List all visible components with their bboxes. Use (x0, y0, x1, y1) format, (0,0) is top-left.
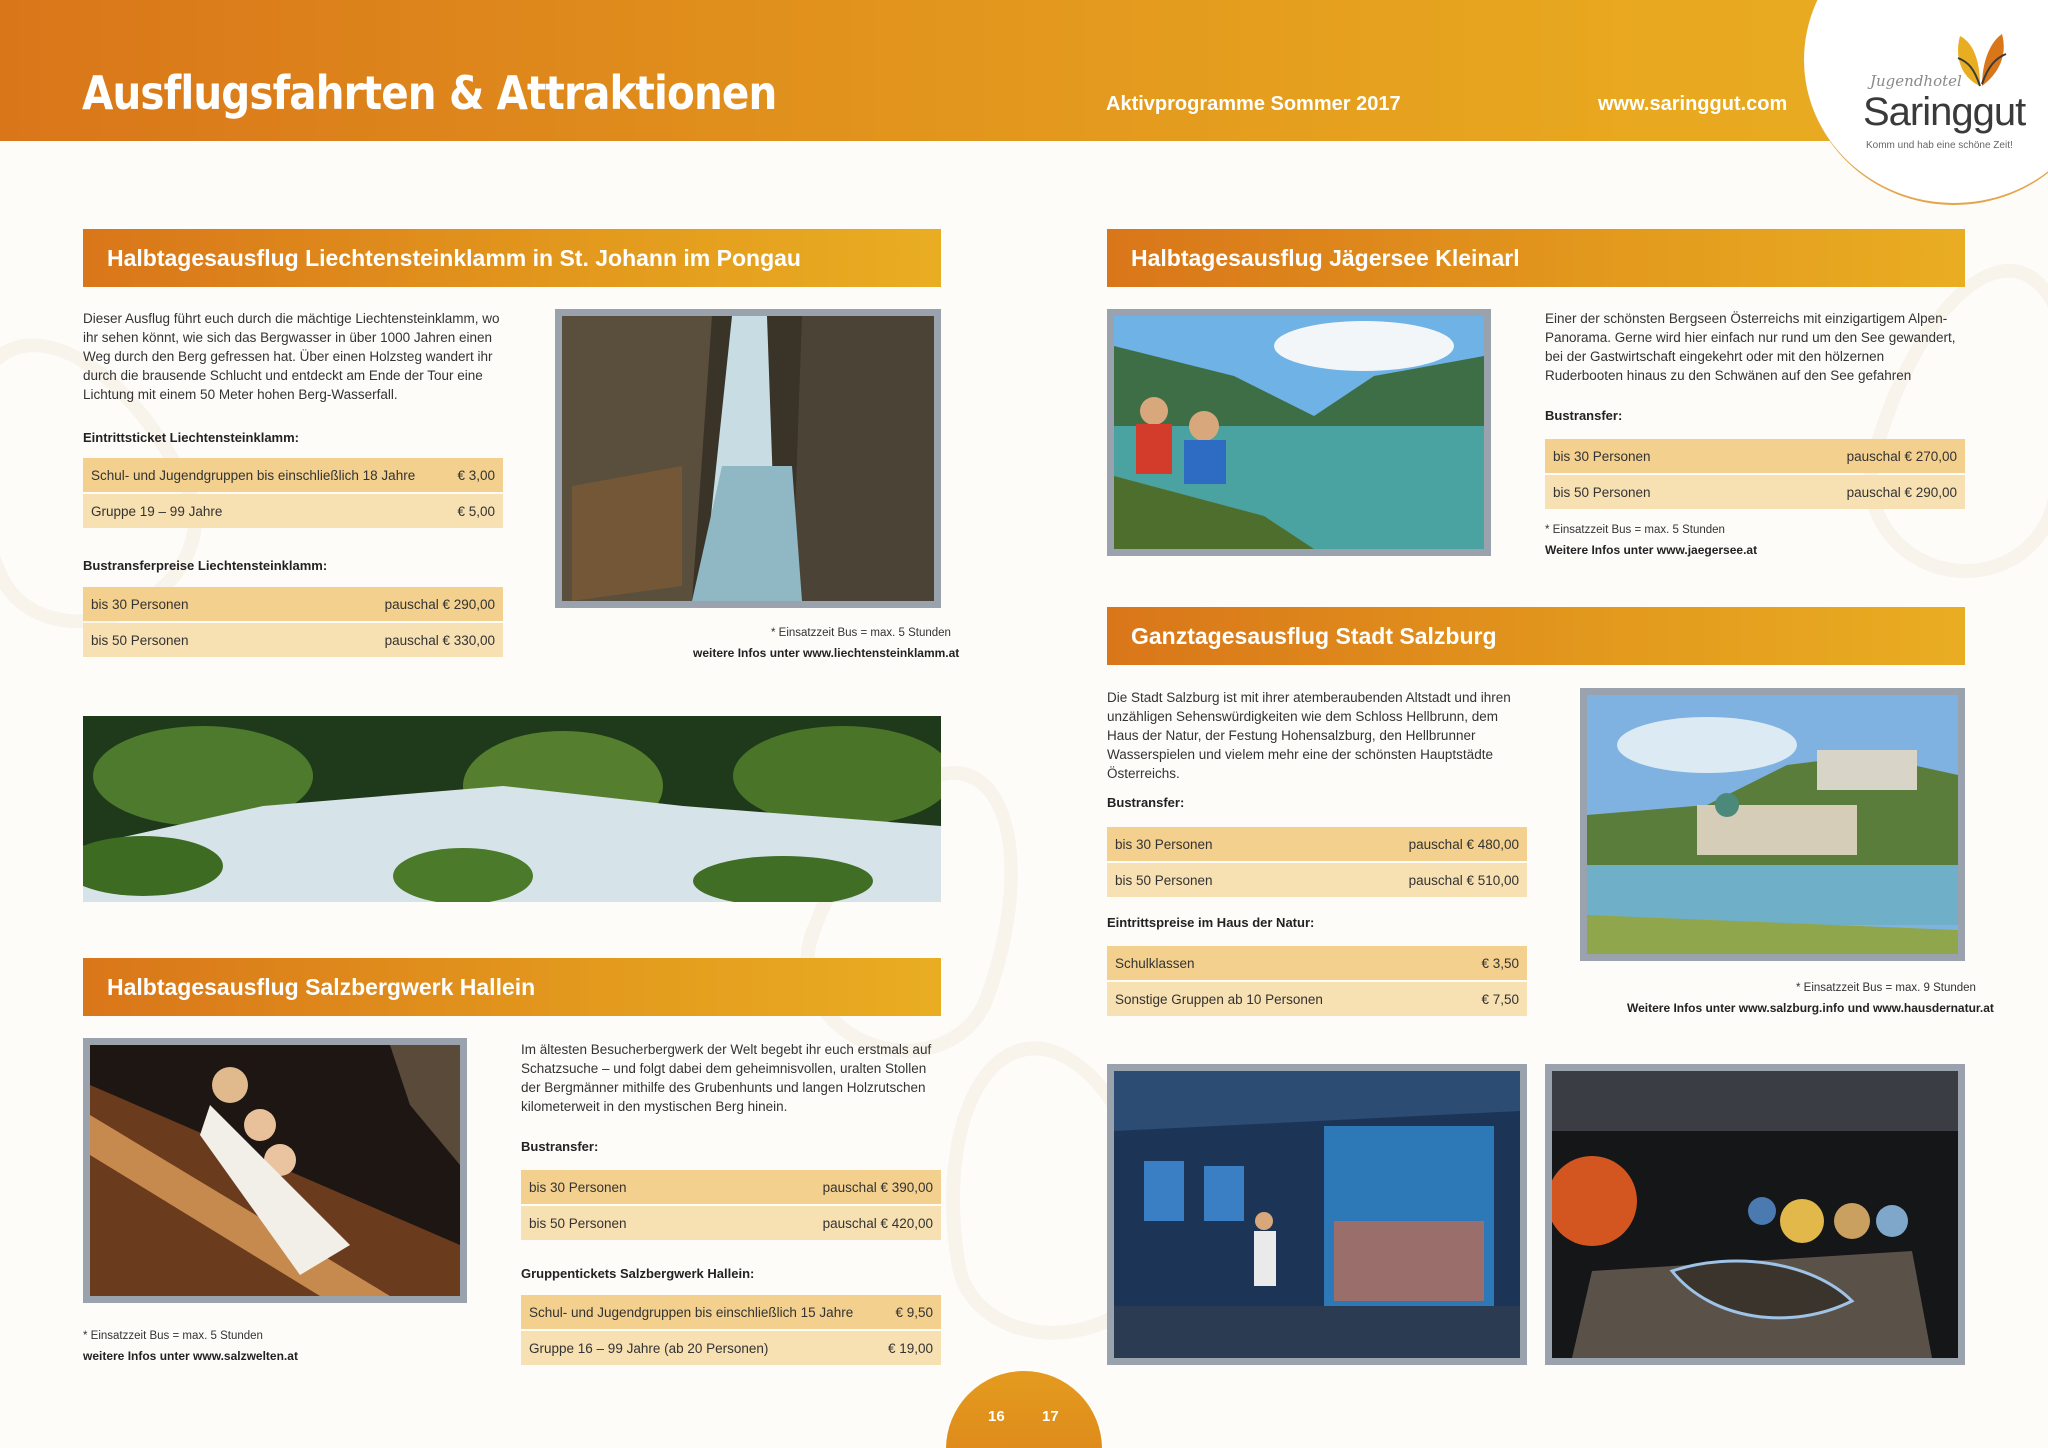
section-header-hallein (83, 958, 941, 1016)
section-header-liechtensteinklamm (83, 229, 941, 287)
bus-label: Bustransferpreise Liechtensteinklamm: (83, 558, 328, 573)
watermark-petal (1842, 240, 2048, 601)
row-name: bis 30 Personen (1553, 448, 1651, 464)
section-title: Halbtagesausflug Jägersee Kleinarl (1131, 245, 1520, 271)
logo-wordmark: Saringgut (1863, 90, 2026, 134)
section-title: Halbtagesausflug Salzbergwerk Hallein (107, 974, 536, 1000)
table-row (1107, 863, 1527, 897)
waterfall-panorama-photo (83, 716, 941, 902)
row-name: bis 50 Personen (91, 632, 189, 648)
table-row (521, 1331, 941, 1365)
row-name: bis 50 Personen (1115, 872, 1213, 888)
section-text: Im ältesten Besucherbergwerk der Welt begebt ihr euch erstmals auf Schatzsuche – und folgt dabei dem geheimnisvollen, uralten Stollen der Bergmänner mithilfe des Grubenhunts und langen Holzrutschen kilometerweit in den mystischen Berg hinein. (521, 1042, 932, 1114)
section-header-jaegersee (1107, 229, 1965, 287)
section-text: Dieser Ausflug führt euch durch die mächtige Liechtensteinklamm, wo ihr sehen könnt, wie sich das Bergwasser in über 1000 Jahren einen Weg durch den Berg gefressen hat. Über einen Holzsteg wandert ihr durch die brausende Schlucht und entdeckt am Ende der Tour eine Lichtung mit einem 50 Meter hohen Berg-Wasserfall. (83, 311, 500, 402)
section-title: Ganztagesausflug Stadt Salzburg (1131, 623, 1497, 649)
row-price: € 3,50 (1481, 955, 1519, 971)
page-title: Ausflugsfahrten & Attraktionen (82, 66, 777, 120)
bus-price-table (83, 587, 503, 659)
row-price: pauschal € 510,00 (1408, 872, 1519, 888)
aquarium-photo (1107, 1064, 1527, 1365)
page-subtitle: Aktivprogramme Sommer 2017 (1106, 93, 1401, 115)
row-name: bis 30 Personen (91, 596, 189, 612)
row-name: Sonstige Gruppen ab 10 Personen (1115, 991, 1323, 1007)
page-number-badge (946, 1371, 1102, 1448)
row-name: bis 50 Personen (1553, 484, 1651, 500)
space-exhibit-photo (1545, 1064, 1965, 1365)
table-row (1545, 439, 1965, 473)
bus-note: * Einsatzzeit Bus = max. 9 Stunden (1796, 982, 1976, 994)
bus-note: * Einsatzzeit Bus = max. 5 Stunden (83, 1330, 263, 1342)
row-price: pauschal € 290,00 (384, 596, 495, 612)
row-price: € 7,50 (1481, 991, 1519, 1007)
bus-note: * Einsatzzeit Bus = max. 5 Stunden (1545, 524, 1725, 536)
row-price: pauschal € 480,00 (1408, 836, 1519, 852)
lake-photo (1107, 309, 1491, 556)
row-name: bis 30 Personen (1115, 836, 1213, 852)
ticket-price-table (521, 1295, 941, 1367)
bus-price-table (521, 1170, 941, 1242)
table-row (83, 587, 503, 621)
row-price: pauschal € 390,00 (822, 1179, 933, 1195)
ticket-label: Eintrittspreise im Haus der Natur: (1107, 915, 1315, 930)
table-row (1107, 946, 1527, 980)
table-row (1107, 982, 1527, 1016)
info-link[interactable]: Weitere Infos unter www.salzburg.info und www.hausdernatur.at (1627, 1001, 1994, 1015)
row-price: pauschal € 290,00 (1846, 484, 1957, 500)
table-row (521, 1295, 941, 1329)
section-text: Die Stadt Salzburg ist mit ihrer atemberaubenden Altstadt und ihren unzähligen Sehenswürdigkeiten wie dem Schloss Hellbrunn, dem Haus der Natur, der Festung Hohensalzburg, den Hellbrunner Wasserspielen und vielem mehr eine der schönsten Hauptstädte Österreichs. (1107, 690, 1511, 781)
logo-tagline: Komm und hab eine schöne Zeit! (1866, 140, 2013, 151)
section-text: Einer der schönsten Bergseen Österreichs mit einzigartigem Alpen-Panorama. Gerne wird hier einfach nur rund um den See gewandert, bei der Gastwirtschaft eingekehrt oder mit den hölzernen Ruderbooten hinaus zu den Schwänen auf den See gefahren (1545, 311, 1956, 383)
table-row (521, 1170, 941, 1204)
logo-small-text: Jugendhotel (1870, 72, 1962, 90)
row-price: pauschal € 420,00 (822, 1215, 933, 1231)
ticket-price-table (1107, 946, 1527, 1018)
saringgut-logo (1804, 0, 2048, 205)
bus-price-table (1107, 827, 1527, 899)
info-link[interactable]: weitere Infos unter www.liechtensteinklamm.at (693, 646, 960, 660)
row-name: Schulklassen (1115, 955, 1195, 971)
salzburg-city-photo (1580, 688, 1965, 961)
info-link[interactable]: Weitere Infos unter www.jaegersee.at (1545, 543, 1758, 557)
table-row (1107, 827, 1527, 861)
row-name: Schul- und Jugendgruppen bis einschließlich 18 Jahre (91, 467, 416, 483)
bus-price-table (1545, 439, 1965, 511)
ticket-label: Eintrittsticket Liechtensteinklamm: (83, 430, 299, 445)
row-name: Gruppe 19 – 99 Jahre (91, 503, 223, 519)
table-row (521, 1206, 941, 1240)
row-price: € 3,00 (457, 467, 495, 483)
bus-label: Bustransfer: (1545, 408, 1623, 423)
row-price: € 9,50 (895, 1304, 933, 1320)
row-name: Gruppe 16 – 99 Jahre (ab 20 Personen) (529, 1340, 769, 1356)
row-price: pauschal € 330,00 (384, 632, 495, 648)
row-price: € 19,00 (887, 1340, 933, 1356)
section-title: Halbtagesausflug Liechtensteinklamm in St. Johann im Pongau (107, 245, 801, 271)
header-url: www.saringgut.com (1598, 93, 1788, 115)
ticket-label: Gruppentickets Salzbergwerk Hallein: (521, 1266, 755, 1281)
page-number-right: 17 (1042, 1408, 1059, 1425)
table-row (83, 623, 503, 657)
row-price: € 5,00 (457, 503, 495, 519)
table-row (83, 494, 503, 528)
table-row (1545, 475, 1965, 509)
row-name: bis 30 Personen (529, 1179, 627, 1195)
bus-label: Bustransfer: (1107, 795, 1185, 810)
ticket-price-table (83, 458, 503, 530)
page-number-left: 16 (988, 1408, 1005, 1425)
row-price: pauschal € 270,00 (1846, 448, 1957, 464)
bus-note: * Einsatzzeit Bus = max. 5 Stunden (771, 627, 951, 639)
gorge-photo (555, 309, 941, 608)
info-link[interactable]: weitere Infos unter www.salzwelten.at (83, 1349, 298, 1363)
table-row (83, 458, 503, 492)
page-header-band (0, 0, 2048, 141)
section-header-salzburg (1107, 607, 1965, 665)
mine-slide-photo (83, 1038, 467, 1303)
bus-label: Bustransfer: (521, 1139, 599, 1154)
row-name: bis 50 Personen (529, 1215, 627, 1231)
row-name: Schul- und Jugendgruppen bis einschließlich 15 Jahre (529, 1304, 854, 1320)
